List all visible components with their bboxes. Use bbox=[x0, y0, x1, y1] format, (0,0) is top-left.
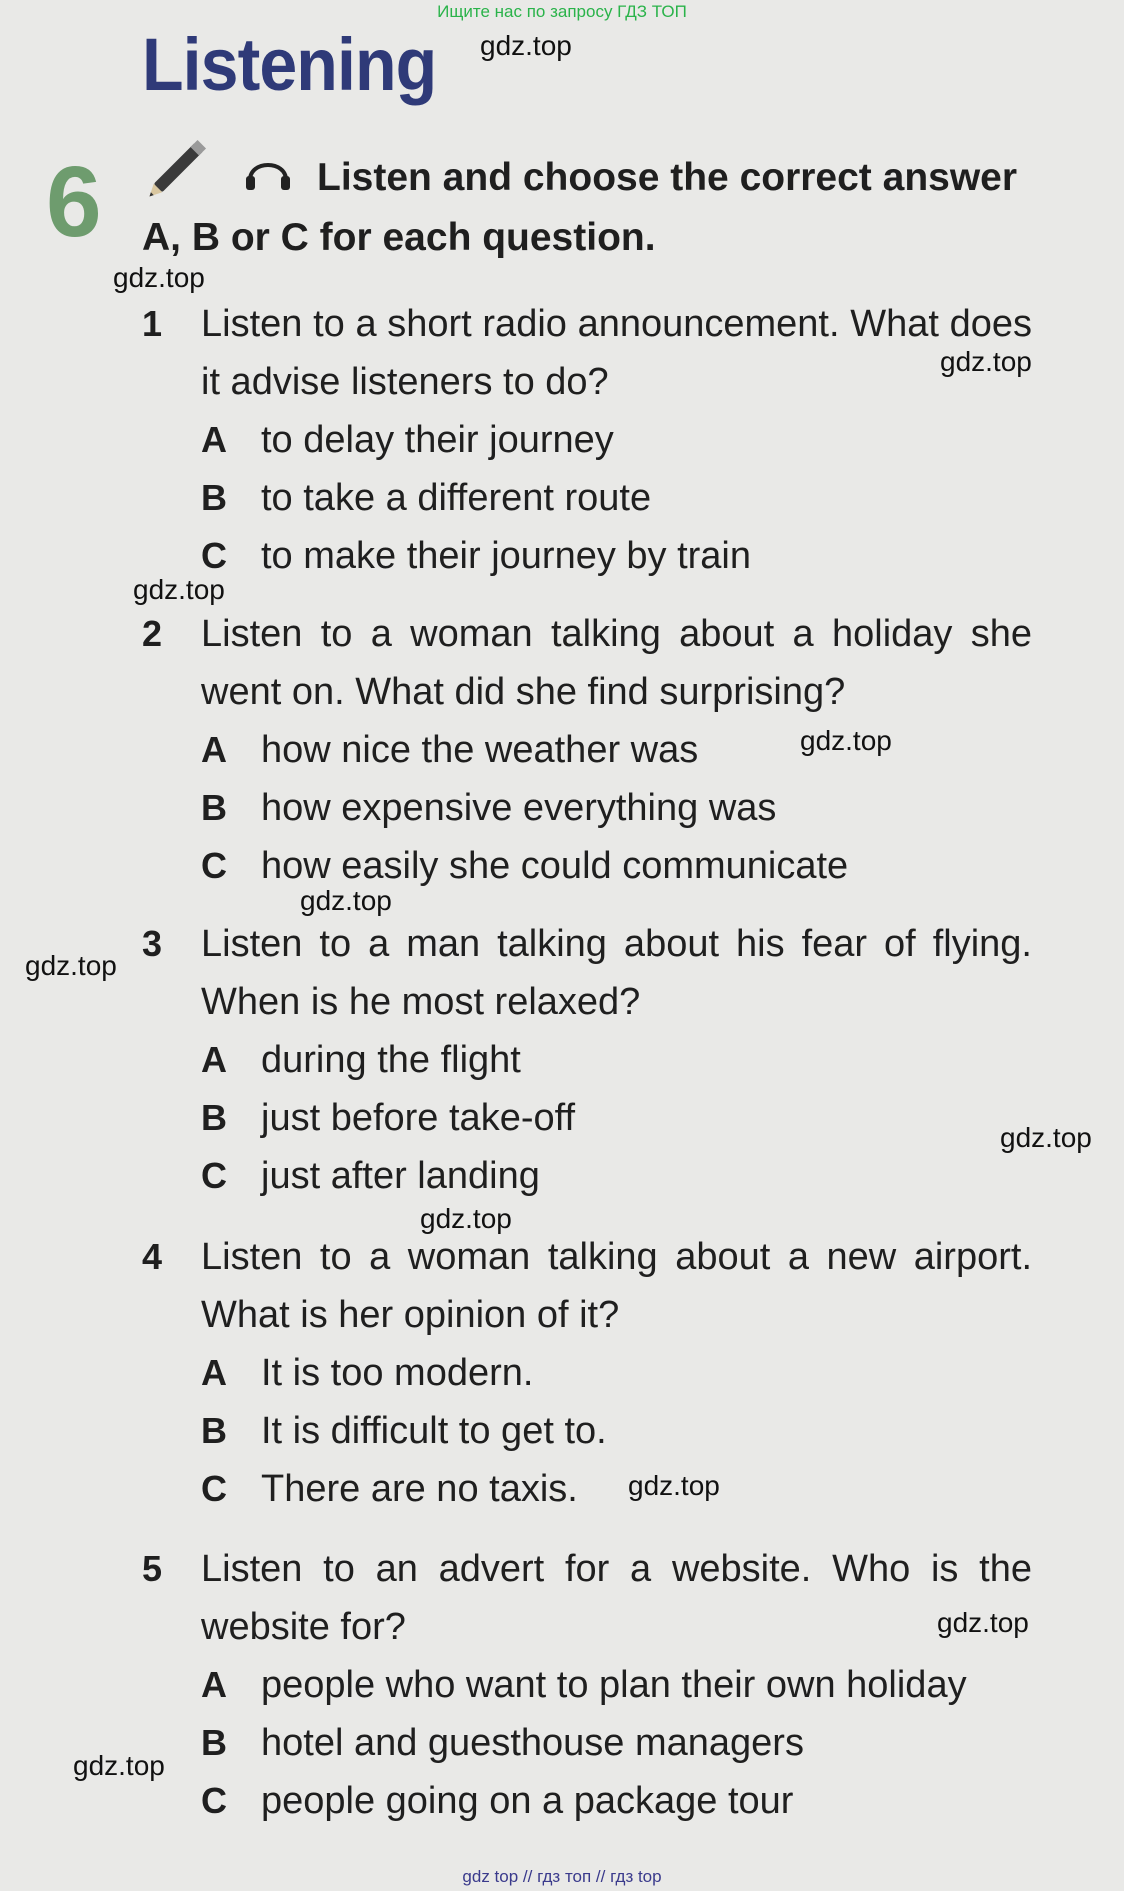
watermark: gdz.top bbox=[628, 1470, 720, 1501]
question-3 bbox=[142, 915, 1032, 1205]
watermark: gdz.top bbox=[113, 262, 205, 293]
watermark: gdz.top bbox=[25, 950, 117, 981]
option-c bbox=[201, 527, 1032, 585]
option-text: to take a different route bbox=[261, 477, 652, 519]
question-text: Listen to a man talking about his fear of flying. When is he most relaxed? bbox=[201, 923, 1032, 1023]
option-text: to delay their journey bbox=[261, 419, 614, 461]
option-text: how expensive everything was bbox=[261, 787, 777, 829]
section-title: Listening bbox=[142, 23, 437, 106]
watermark: gdz.top bbox=[133, 574, 225, 605]
option-b bbox=[201, 469, 1032, 527]
option-c bbox=[201, 1147, 1032, 1205]
option-text: how nice the weather was bbox=[261, 729, 699, 771]
exercise-instruction: Listen and choose the correct answer A, B or C for each question. bbox=[142, 156, 1018, 259]
option-text: during the flight bbox=[261, 1039, 521, 1081]
question-number: 4 bbox=[142, 1236, 163, 1277]
watermark: gdz.top bbox=[300, 885, 392, 916]
option-letter: C bbox=[201, 535, 227, 576]
option-letter: A bbox=[201, 1352, 227, 1393]
question-text: Listen to a short radio announcement. What does it advise listeners to do? bbox=[201, 303, 1032, 403]
option-letter: B bbox=[201, 1722, 227, 1763]
option-letter: B bbox=[201, 787, 227, 828]
question-number: 1 bbox=[142, 303, 163, 344]
option-text: It is too modern. bbox=[261, 1352, 534, 1394]
option-text: There are no taxis. bbox=[261, 1468, 578, 1510]
option-letter: B bbox=[201, 1097, 227, 1138]
option-letter: C bbox=[201, 1155, 227, 1196]
option-letter: C bbox=[201, 845, 227, 886]
watermark: gdz.top bbox=[937, 1607, 1029, 1638]
option-letter: B bbox=[201, 1410, 227, 1451]
option-text: just after landing bbox=[261, 1155, 540, 1197]
top-banner: Ищите нас по запросу ГДЗ ТОП bbox=[437, 2, 687, 21]
watermark: gdz.top bbox=[1000, 1122, 1092, 1153]
option-b bbox=[201, 1402, 1032, 1460]
option-letter: A bbox=[201, 1664, 227, 1705]
option-text: people going on a package tour bbox=[261, 1780, 794, 1822]
option-a bbox=[201, 721, 1032, 779]
option-letter: A bbox=[201, 729, 227, 770]
question-text: Listen to an advert for a website. Who is the website for? bbox=[201, 1548, 1032, 1648]
option-letter: C bbox=[201, 1468, 227, 1509]
option-b bbox=[201, 779, 1032, 837]
option-text: how easily she could communicate bbox=[261, 845, 849, 887]
exercise-number: 6 bbox=[46, 146, 102, 258]
footer: gdz top // гдз топ // гдз top bbox=[462, 1867, 662, 1886]
option-letter: C bbox=[201, 1780, 227, 1821]
question-1 bbox=[142, 295, 1032, 585]
option-text: It is difficult to get to. bbox=[261, 1410, 607, 1452]
option-b bbox=[201, 1089, 1032, 1147]
watermark: gdz.top bbox=[940, 346, 1032, 377]
option-letter: A bbox=[201, 419, 227, 460]
option-text: to make their journey by train bbox=[261, 535, 752, 577]
option-text: people who want to plan their own holiday bbox=[261, 1664, 967, 1706]
option-a bbox=[201, 1344, 1032, 1402]
question-text: Listen to a woman talking about a new airport. What is her opinion of it? bbox=[201, 1236, 1032, 1336]
watermark: gdz.top bbox=[73, 1750, 165, 1781]
watermark: gdz.top bbox=[480, 30, 572, 61]
question-number: 5 bbox=[142, 1548, 163, 1589]
question-4 bbox=[142, 1228, 1032, 1518]
option-letter: B bbox=[201, 477, 227, 518]
option-a bbox=[201, 1031, 1032, 1089]
option-a bbox=[201, 1656, 1032, 1714]
watermark: gdz.top bbox=[420, 1203, 512, 1234]
option-c bbox=[201, 1460, 1032, 1518]
watermark: gdz.top bbox=[800, 725, 892, 756]
question-5 bbox=[142, 1540, 1032, 1830]
option-text: just before take-off bbox=[261, 1097, 576, 1139]
option-text: hotel and guesthouse managers bbox=[261, 1722, 804, 1764]
question-number: 2 bbox=[142, 613, 163, 654]
question-number: 3 bbox=[142, 923, 163, 964]
option-letter: A bbox=[201, 1039, 227, 1080]
question-2 bbox=[142, 605, 1032, 895]
option-b bbox=[201, 1714, 1032, 1772]
question-text: Listen to a woman talking about a holiday she went on. What did she find surprising? bbox=[201, 613, 1032, 713]
option-c bbox=[201, 1772, 1032, 1830]
option-a bbox=[201, 411, 1032, 469]
